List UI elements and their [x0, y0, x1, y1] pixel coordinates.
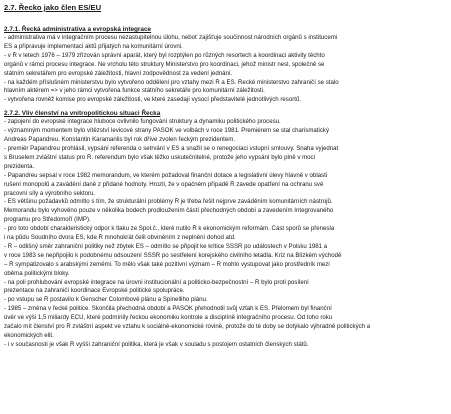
text-line: orgánů v rámci procesu integrace. Ne vrcholu této struktury Ministerstvo pro koordinaci, jehož ministr nesl, společně se — [4, 60, 325, 68]
text-line: - na každém příslušném ministerstvu bylo vytvořeno oddělení pro vztahy mezi Ř a ES. Řecké ministerstvo zahraničí se stalo — [4, 78, 339, 86]
text-line: Memorandu bylo vyhověno pouze v několika bodech prodloužením částí přechodných období a zavedením Integrovaného — [4, 207, 334, 215]
text-line: pracovní síly a výrobního sektoru. — [4, 189, 96, 197]
text-line: prezentace na zahraničí koordinace Evropské politické spolupráce. — [4, 287, 185, 295]
section-title: 2.7.1. Řecká administrativa a evropská integrace — [4, 26, 152, 33]
text-line: - vytvořena rovněž komise pro evropské záležitosti, ve které zasedají vysocí představitelé jednotlivých resortů. — [4, 96, 302, 104]
text-line: - významným momentem bylo vítězství levicové strany PASOK ve volbách v roce 1981. Premiérem se stal charismatický — [4, 127, 329, 135]
text-line: - po vstupu se Ř postavilo k Genscher Colombově plánu a Spinelliho plánu. — [4, 296, 208, 304]
text-line: - 1985 – změna v řecké politice. Skončila přechodná období a PASOK přehodnotil svůj vztah k ES. Přelomem byl finanční — [4, 305, 332, 313]
text-line: začalo mít členství pro Ř zvláštní aspekt ve vztahu k sociálně-ekonomické rovině, protože do té doby se dotýkalo výhradně politických a — [4, 323, 371, 331]
document-heading: 2.7. Řecko jako člen ES/EU — [4, 3, 102, 12]
text-line: - ES většinu požadavků odmítlo s tím, že strukturální problémy Ř je třeba řešit nejprve zaváděním komunitárních nástrojů. — [4, 198, 333, 206]
text-line: - i v současnosti je však Ř vyšší zahraniční politika, která je však v souladu s postojem ostatních členských států. — [4, 340, 309, 348]
text-line: - Ř – odlišný směr zahraniční politiky než zbytek ES – odmítlo se připojit ke kritice SSSR po událostech v Polsku 1981 a — [4, 242, 328, 250]
text-line: - premiér Papandreu prohlásil, vypsání referenda o setrvání v ES a snažil se o renegociaci vstupní smlouvy. Snaha vyjednat — [4, 144, 339, 152]
text-line: i na půdu Soudního dvora ES, kde Ř mnohokrát čelil obviněním z neplnění dohod atd. — [4, 234, 236, 242]
text-line: ekonomických elit. — [4, 332, 54, 339]
text-line: prezidenta. — [4, 162, 35, 170]
text-line: - zapojení do evropské integrace hluboce ovlivnilo fungování struktury a dynamiku politického procesu. — [4, 118, 281, 126]
text-line: s Bruselem zvláštní status pro Ř. referendum bylo však těžko uskutečnitelné, protože jeho vypsání bylo plně v moci — [4, 153, 315, 161]
text-line: – Ř sympatizovalo s arabskými zeměmi. To mělo však také pozitivní význam – Ř mohlo vystupovat jako prostředník mezi — [4, 260, 330, 268]
text-line: Andreas Papandreu. Konstantin Karamanlis byl rok dříve zvolen řeckým prezidentem. — [4, 136, 236, 144]
text-line: ES a připravuje implementaci aktů přijatých na komunitární úrovni. — [4, 42, 183, 50]
text-line: - na poli prohlubování evropské integrace na úrovni institucionální a politicko-bezpečnostní – Ř bylo proti posílení — [4, 278, 309, 286]
text-line: programu pro Středomoří (IMP). — [4, 216, 91, 224]
text-line: úvěr ve výši 1,5 miliardy ECU, které podmínily řeckou ekonomiku kontrole a disciplíně integračního procesu. Od toho roku — [4, 314, 333, 322]
text-line: hlavním aktérem => v jeho rámci vytvořena funkce státního sekretáře pro komunitární záležitosti. — [4, 87, 265, 95]
text-line: v roce 1983 se nepřipojilo k podobnému odsouzení SSSR po sestřelení korejského civilního letadla. Kriz na Blízkém východě — [4, 251, 342, 259]
text-line: oběma politickými bloky. — [4, 269, 70, 277]
text-line: - administrativa má v integračním procesu nezastupitelnou úlohu, neboť zajišťuje součinnost národních orgánů s institucemi — [4, 34, 338, 41]
text-line: státním sekretářem pro evropské záležitosti, hlavní zodpovědnost za vedení jednání. — [4, 69, 233, 77]
text-line: - Papandreu sepsal v roce 1982 memorandum, ve kterém požadoval finanční dotace a legislativní úlevy hlavně v oblasti — [4, 171, 328, 179]
document-body — [4, 25, 445, 350]
text-line: rušení monopolů a zavádění daně z přidané hodnoty. Hrozil, že v opačném případě Ř zavede opatření na ochranu své — [4, 180, 324, 188]
section-text — [4, 34, 445, 105]
section-1 — [4, 25, 445, 105]
text-line: - v Ř v letech 1976 – 1979 zřízován správní aparát, který byl rozptýlen po různých resortech a koordinaci aktivity těchto — [4, 51, 325, 59]
section-2 — [4, 109, 445, 350]
text-line: - pro toto období charakteristický odpor k tlaku ze Spol.č., které nutilo Ř k ekonomickým reformám. Část sporů se přenesla — [4, 225, 335, 233]
section-title: 2.7.2. Vliv členství na vnitropolitickou situaci Řecka — [4, 110, 161, 118]
section-text — [4, 118, 445, 350]
